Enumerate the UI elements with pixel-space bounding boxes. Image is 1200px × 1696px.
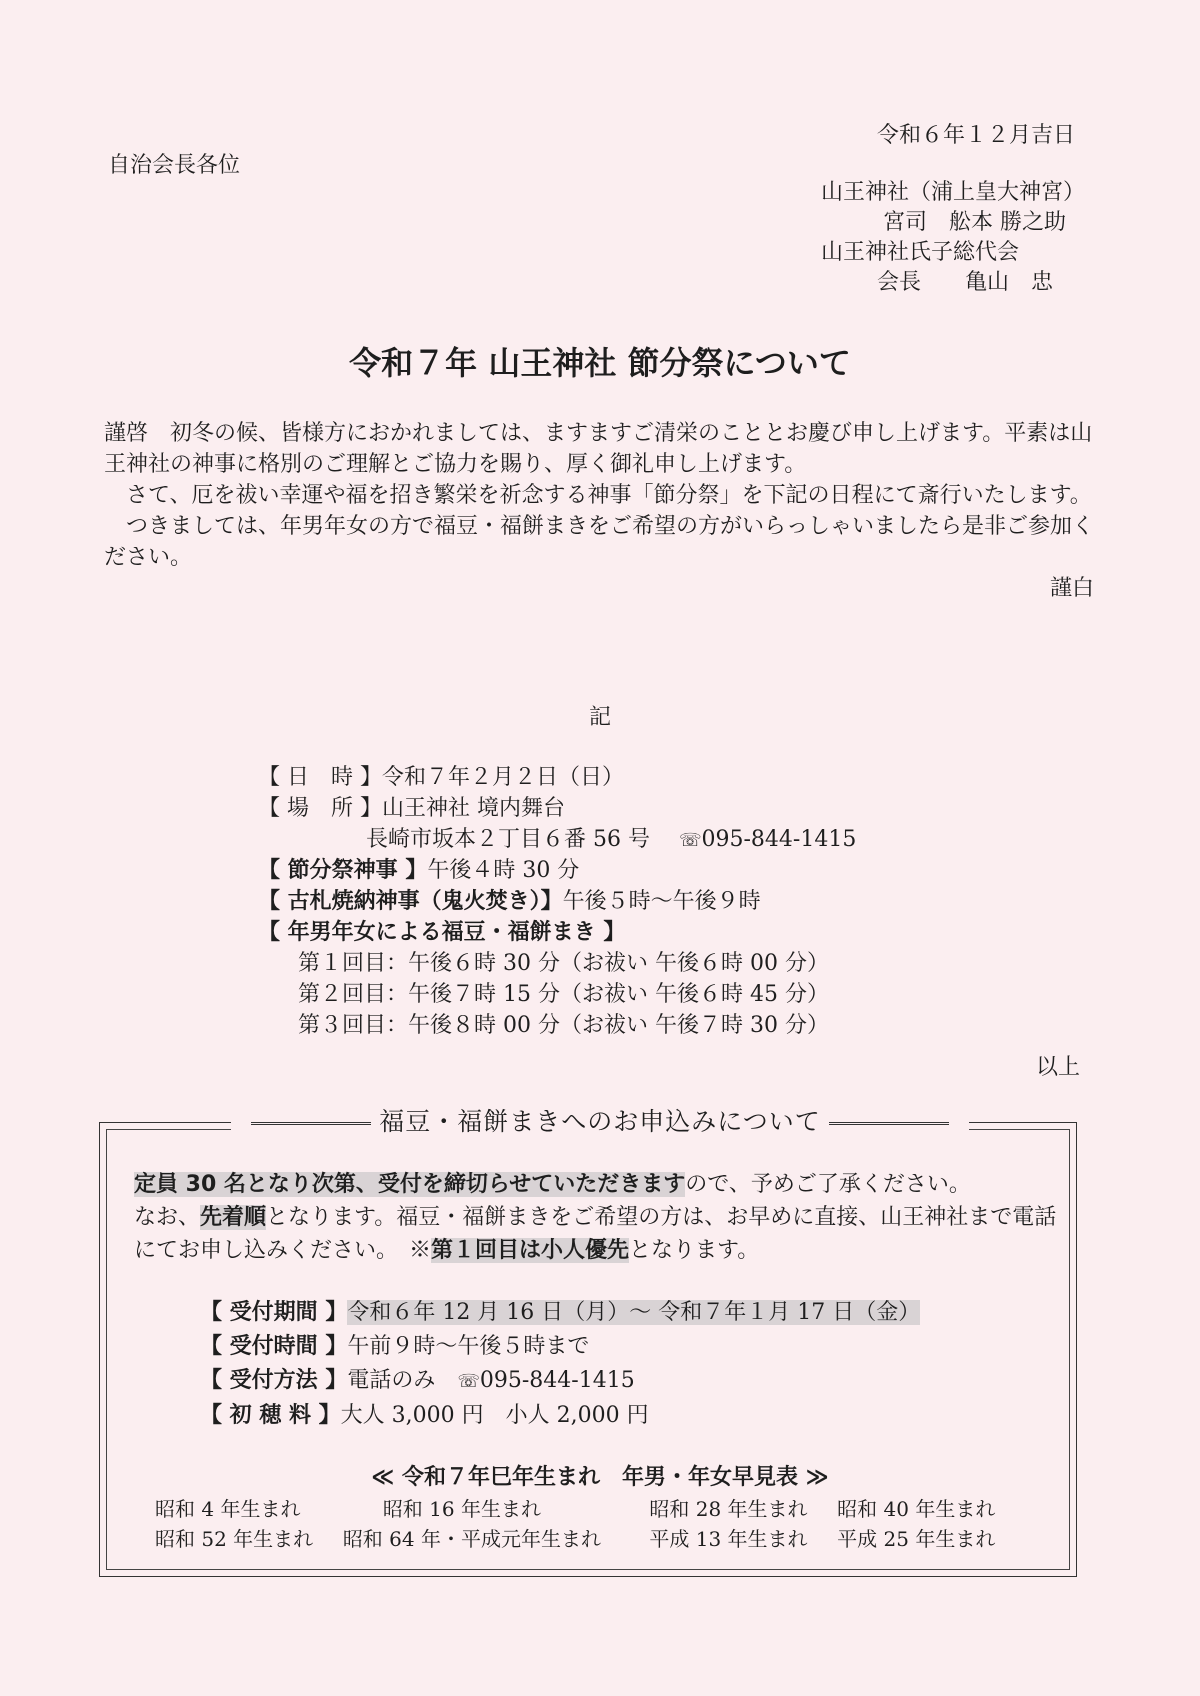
application-details bbox=[200, 1296, 920, 1433]
kofuda-label: 【 古札焼納神事（鬼火焚き）】 bbox=[258, 889, 563, 914]
place-label: 【 場 所 】 bbox=[258, 796, 382, 821]
ijo-end: 以上 bbox=[1035, 1055, 1080, 1080]
year-cell: 平成 13 年生まれ bbox=[649, 1527, 808, 1551]
notice-text-2b: となります。福豆・福餅まきをご希望の方は、お早めに直接、山王神社まで電話にてお申し込みください。 ※ bbox=[134, 1205, 1057, 1263]
method-value: 電話のみ bbox=[347, 1368, 436, 1393]
year-cell: 昭和 40 年生まれ bbox=[837, 1497, 996, 1521]
box-title-row bbox=[0, 1102, 1200, 1138]
period-label: 【 受付期間 】 bbox=[200, 1300, 348, 1325]
closing-word: 謹白 bbox=[1049, 576, 1094, 601]
datetime-value: 令和７年２月２日（日） bbox=[382, 765, 625, 790]
sender-shrine: 山王神社（浦上皇大神宮） bbox=[820, 180, 1085, 205]
round-2: 第２回目：午後７時 15 分（お祓い 午後６時 45 分） bbox=[298, 982, 829, 1007]
title-divider-right bbox=[829, 1122, 949, 1125]
year-table-title: ≪ 令和７年巳年生まれ 年男・年女早見表 ≫ bbox=[371, 1465, 829, 1490]
first-come-highlight: 先着順 bbox=[200, 1205, 267, 1230]
phone-number: 095-844-1415 bbox=[701, 827, 857, 852]
mame-label: 【 年男年女による福豆・福餅まき 】 bbox=[258, 920, 626, 945]
method-label: 【 受付方法 】 bbox=[200, 1368, 348, 1393]
body-paragraph-3: つきましては、年男年女の方で福豆・福餅まきをご希望の方がいらっしゃいましたら是非ご参加ください。 bbox=[104, 514, 1095, 570]
document-date: 令和６年１２月吉日 bbox=[876, 123, 1075, 148]
setsubun-value: 午後４時 30 分 bbox=[427, 858, 580, 883]
addressee: 自治会長各位 bbox=[108, 153, 241, 178]
year-cell: 平成 25 年生まれ bbox=[837, 1527, 996, 1551]
telephone-icon: ☏ bbox=[457, 1371, 480, 1392]
round-1: 第１回目：午後６時 30 分（お祓い 午後６時 00 分） bbox=[298, 951, 829, 976]
year-row bbox=[155, 1524, 1025, 1554]
ki-heading: 記 bbox=[588, 705, 611, 730]
sender-chairman: 会長 亀山 忠 bbox=[876, 270, 1053, 295]
event-details bbox=[258, 762, 856, 1041]
sender-association: 山王神社氏子総代会 bbox=[820, 240, 1019, 265]
capacity-highlight: 定員 30 名となり次第、受付を締切らせていただきます bbox=[134, 1172, 686, 1197]
box-title: 福豆・福餅まきへのお申込みについて bbox=[379, 1107, 821, 1136]
year-cell: 昭和 16 年生まれ bbox=[382, 1497, 541, 1521]
hours-value: 午前９時～午後５時まで bbox=[347, 1334, 590, 1359]
year-cell: 昭和 4 年生まれ bbox=[155, 1497, 301, 1521]
notice-text-2a: なお、 bbox=[134, 1205, 201, 1230]
telephone-icon: ☏ bbox=[678, 830, 702, 851]
sender-block bbox=[821, 178, 1085, 298]
year-cell: 昭和 64 年・平成元年生まれ bbox=[342, 1527, 601, 1551]
year-cell: 昭和 52 年生まれ bbox=[155, 1527, 314, 1551]
datetime-label: 【 日 時 】 bbox=[258, 765, 382, 790]
year-cell: 昭和 28 年生まれ bbox=[649, 1497, 808, 1521]
year-row bbox=[155, 1494, 1025, 1524]
setsubun-label: 【 節分祭神事 】 bbox=[258, 858, 428, 883]
notice-text-1: ので、予めご了承ください。 bbox=[685, 1172, 971, 1197]
child-priority-highlight: 第１回目は小人優先 bbox=[431, 1238, 630, 1263]
method-phone: 095-844-1415 bbox=[479, 1368, 635, 1393]
document-title: 令和７年 山王神社 節分祭について bbox=[349, 344, 851, 382]
letter-body bbox=[104, 418, 1094, 604]
kofuda-value: 午後５時～午後９時 bbox=[562, 889, 761, 914]
place-value: 山王神社 境内舞台 bbox=[382, 796, 565, 821]
body-paragraph-2: さて、厄を祓い幸運や福を招き繁栄を祈念する神事「節分祭」を下記の日程にて斎行いたします。 bbox=[126, 483, 1092, 508]
period-value: 令和６年 12 月 16 日（月）～ 令和７年１月 17 日（金） bbox=[347, 1300, 921, 1325]
fee-value: 大人 3,000 円 小人 2,000 円 bbox=[340, 1403, 649, 1428]
fee-label: 【 初 穂 料 】 bbox=[200, 1403, 341, 1428]
year-table bbox=[155, 1494, 1025, 1554]
round-3: 第３回目：午後８時 00 分（お祓い 午後７時 30 分） bbox=[298, 1013, 829, 1038]
hours-label: 【 受付時間 】 bbox=[200, 1334, 348, 1359]
title-divider-left bbox=[251, 1122, 371, 1125]
body-paragraph-1: 謹啓 初冬の候、皆様方におかれましては、ますますご清栄のこととお慶び申し上げます。平素は山王神社の神事に格別のご理解とご協力を賜り、厚く御礼申し上げます。 bbox=[104, 421, 1093, 477]
address: 長崎市坂本２丁目６番 56 号 bbox=[366, 827, 650, 852]
sender-priest: 宮司 舩本 勝之助 bbox=[882, 210, 1066, 235]
application-notice bbox=[134, 1168, 1064, 1267]
notice-text-3: となります。 bbox=[629, 1238, 760, 1263]
